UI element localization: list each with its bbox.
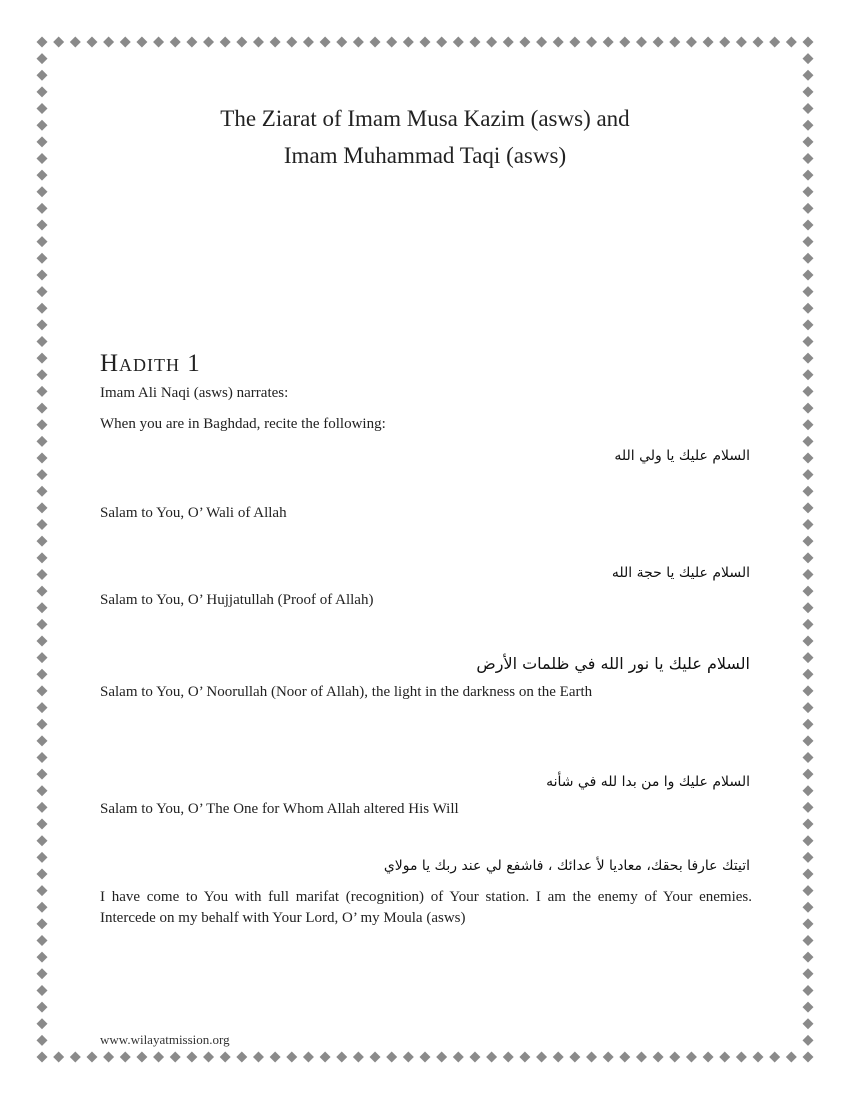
border-diamond: [719, 37, 730, 48]
border-diamond: [286, 37, 297, 48]
border-diamond: [37, 985, 48, 996]
border-diamond: [37, 586, 48, 597]
border-diamond: [803, 868, 814, 879]
border-diamond: [603, 37, 614, 48]
border-diamond: [803, 319, 814, 330]
border-diamond: [37, 1052, 48, 1063]
border-diamond: [153, 37, 164, 48]
border-diamond: [370, 37, 381, 48]
border-diamond: [186, 1052, 197, 1063]
border-diamond: [37, 769, 48, 780]
border-diamond: [353, 1052, 364, 1063]
border-diamond: [503, 37, 514, 48]
border-diamond: [803, 935, 814, 946]
border-diamond: [669, 1052, 680, 1063]
border-diamond: [37, 619, 48, 630]
border-diamond: [769, 1052, 780, 1063]
border-diamond: [536, 37, 547, 48]
border-diamond: [803, 519, 814, 530]
border-diamond: [803, 269, 814, 280]
border-diamond: [803, 569, 814, 580]
border-diamond: [436, 1052, 447, 1063]
verse-arabic: السلام عليك يا ولي الله: [614, 448, 750, 464]
border-diamond: [37, 286, 48, 297]
border-diamond: [220, 37, 231, 48]
border-diamond: [203, 37, 214, 48]
border-diamond: [803, 53, 814, 64]
border-diamond: [803, 918, 814, 929]
border-diamond: [586, 37, 597, 48]
border-diamond: [320, 1052, 331, 1063]
border-diamond: [486, 37, 497, 48]
border-diamond: [37, 952, 48, 963]
border-diamond: [803, 885, 814, 896]
border-diamond: [803, 336, 814, 347]
border-diamond: [469, 37, 480, 48]
border-diamond: [37, 452, 48, 463]
border-diamond: [253, 1052, 264, 1063]
border-diamond: [803, 236, 814, 247]
border-diamond: [619, 37, 630, 48]
border-diamond: [803, 952, 814, 963]
border-diamond: [753, 1052, 764, 1063]
border-diamond: [786, 1052, 797, 1063]
border-diamond: [586, 1052, 597, 1063]
border-diamond: [86, 1052, 97, 1063]
border-diamond: [37, 236, 48, 247]
footer-url: www.wilayatmission.org: [100, 1032, 230, 1047]
verse-arabic: السلام عليك يا حجة الله: [611, 565, 750, 581]
border-diamond: [803, 769, 814, 780]
title-line-2: Imam Muhammad Taqi (asws): [283, 143, 567, 168]
border-diamond: [37, 669, 48, 680]
title-line-1: The Ziarat of Imam Musa Kazim (asws) and: [220, 106, 630, 131]
border-diamond: [569, 1052, 580, 1063]
border-diamond: [37, 1035, 48, 1046]
border-diamond: [803, 735, 814, 746]
border-diamond: [37, 1002, 48, 1013]
border-diamond: [420, 37, 431, 48]
border-diamond: [803, 502, 814, 513]
border-diamond: [37, 552, 48, 563]
border-diamond: [453, 1052, 464, 1063]
border-diamond: [37, 968, 48, 979]
border-diamond: [37, 369, 48, 380]
border-diamond: [803, 1018, 814, 1029]
border-diamond: [803, 1052, 814, 1063]
border-diamond: [803, 353, 814, 364]
border-diamond: [37, 852, 48, 863]
border-diamond: [803, 469, 814, 480]
border-diamond: [37, 419, 48, 430]
border-diamond: [37, 885, 48, 896]
border-diamond: [803, 652, 814, 663]
border-diamond: [503, 1052, 514, 1063]
border-diamond: [37, 536, 48, 547]
document-title: [0, 100, 850, 174]
border-diamond: [703, 37, 714, 48]
border-diamond: [803, 785, 814, 796]
border-diamond: [403, 1052, 414, 1063]
border-diamond: [486, 1052, 497, 1063]
border-diamond: [803, 186, 814, 197]
border-diamond: [803, 70, 814, 81]
border-diamond: [803, 86, 814, 97]
border-diamond: [37, 220, 48, 231]
border-diamond: [37, 403, 48, 414]
border-diamond: [37, 86, 48, 97]
border-diamond: [753, 37, 764, 48]
border-diamond: [803, 486, 814, 497]
border-diamond: [636, 1052, 647, 1063]
border-diamond: [603, 1052, 614, 1063]
border-diamond: [386, 37, 397, 48]
border-diamond: [803, 436, 814, 447]
border-diamond: [803, 819, 814, 830]
border-diamond: [420, 1052, 431, 1063]
border-diamond: [803, 536, 814, 547]
border-diamond: [37, 636, 48, 647]
border-diamond: [519, 1052, 530, 1063]
border-diamond: [803, 369, 814, 380]
border-diamond: [386, 1052, 397, 1063]
border-diamond: [320, 37, 331, 48]
border-diamond: [803, 403, 814, 414]
border-diamond: [37, 868, 48, 879]
border-diamond: [37, 353, 48, 364]
border-diamond: [120, 1052, 131, 1063]
border-diamond: [336, 1052, 347, 1063]
border-diamond: [669, 37, 680, 48]
border-diamond: [803, 902, 814, 913]
border-diamond: [37, 386, 48, 397]
border-diamond: [37, 685, 48, 696]
border-diamond: [37, 719, 48, 730]
border-diamond: [803, 37, 814, 48]
border-diamond: [103, 1052, 114, 1063]
border-diamond: [37, 735, 48, 746]
border-diamond: [37, 70, 48, 81]
border-diamond: [803, 719, 814, 730]
border-diamond: [553, 1052, 564, 1063]
border-diamond: [53, 1052, 64, 1063]
border-diamond: [803, 203, 814, 214]
border-diamond: [37, 436, 48, 447]
border-diamond: [336, 37, 347, 48]
border-diamond: [37, 935, 48, 946]
border-diamond: [153, 1052, 164, 1063]
border-diamond: [37, 469, 48, 480]
border-diamond: [286, 1052, 297, 1063]
border-diamond: [37, 918, 48, 929]
border-diamond: [453, 37, 464, 48]
border-diamond: [803, 303, 814, 314]
border-diamond: [803, 419, 814, 430]
border-diamond: [803, 1002, 814, 1013]
border-diamond: [803, 452, 814, 463]
border-diamond: [370, 1052, 381, 1063]
border-diamond: [803, 968, 814, 979]
border-diamond: [719, 1052, 730, 1063]
border-diamond: [37, 186, 48, 197]
border-diamond: [769, 37, 780, 48]
border-diamond: [803, 752, 814, 763]
border-diamond: [37, 569, 48, 580]
border-diamond: [803, 1035, 814, 1046]
verse-english: Salam to You, O’ Wali of Allah: [100, 505, 287, 521]
border-diamond: [170, 1052, 181, 1063]
border-diamond: [803, 636, 814, 647]
border-diamond: [736, 37, 747, 48]
border-diamond: [686, 1052, 697, 1063]
border-diamond: [703, 1052, 714, 1063]
border-diamond: [53, 37, 64, 48]
border-diamond: [803, 835, 814, 846]
border-diamond: [303, 37, 314, 48]
verse-arabic: اتيتك عارفا بحقك، معاديا لأ عدائك ، فاشفع لي عند ربك يا مولاي: [383, 858, 750, 874]
border-diamond: [653, 37, 664, 48]
border-diamond: [136, 37, 147, 48]
border-diamond: [203, 1052, 214, 1063]
border-diamond: [70, 1052, 81, 1063]
border-diamond: [803, 685, 814, 696]
border-diamond: [37, 269, 48, 280]
border-diamond: [803, 985, 814, 996]
border-diamond: [303, 1052, 314, 1063]
border-diamond: [70, 37, 81, 48]
border-diamond: [37, 253, 48, 264]
border-diamond: [553, 37, 564, 48]
border-diamond: [353, 37, 364, 48]
border-diamond: [37, 1018, 48, 1029]
border-diamond: [803, 386, 814, 397]
border-diamond: [803, 702, 814, 713]
border-diamond: [270, 1052, 281, 1063]
border-diamond: [37, 652, 48, 663]
instruction-line: When you are in Baghdad, recite the following:: [100, 416, 386, 432]
verse-arabic: السلام عليك وا من بدا لله في شأنه: [546, 774, 750, 790]
narrator-line: Imam Ali Naqi (asws) narrates:: [100, 385, 289, 401]
border-diamond: [803, 602, 814, 613]
border-diamond: [37, 702, 48, 713]
border-diamond: [37, 37, 48, 48]
border-diamond: [653, 1052, 664, 1063]
border-diamond: [37, 502, 48, 513]
border-diamond: [619, 1052, 630, 1063]
border-diamond: [803, 586, 814, 597]
border-diamond: [170, 37, 181, 48]
border-diamond: [37, 203, 48, 214]
border-diamond: [37, 802, 48, 813]
border-diamond: [37, 53, 48, 64]
border-diamond: [469, 1052, 480, 1063]
border-diamond: [803, 852, 814, 863]
section-heading: Hadith 1: [100, 350, 201, 377]
border-diamond: [803, 220, 814, 231]
border-diamond: [686, 37, 697, 48]
verse-arabic: السلام عليك يا نور الله في ظلمات الأرض: [476, 654, 750, 673]
border-diamond: [103, 37, 114, 48]
verse-english: Salam to You, O’ Hujjatullah (Proof of Allah): [100, 592, 374, 608]
border-diamond: [220, 1052, 231, 1063]
border-diamond: [253, 37, 264, 48]
verse-english: I have come to You with full marifat (recognition) of Your station. I am the enemy of Your enemies. Intercede on my behalf with Your Lord, O’ my Moula (asws): [100, 889, 752, 926]
border-diamond: [403, 37, 414, 48]
border-diamond: [37, 486, 48, 497]
border-diamond: [37, 785, 48, 796]
border-diamond: [569, 37, 580, 48]
border-diamond: [236, 37, 247, 48]
border-diamond: [436, 37, 447, 48]
border-diamond: [136, 1052, 147, 1063]
border-diamond: [37, 303, 48, 314]
border-diamond: [37, 319, 48, 330]
border-diamond: [37, 336, 48, 347]
border-diamond: [86, 37, 97, 48]
border-diamond: [519, 37, 530, 48]
border-diamond: [636, 37, 647, 48]
border-diamond: [803, 552, 814, 563]
verse-english: Salam to You, O’ Noorullah (Noor of Allah), the light in the darkness on the Earth: [100, 684, 593, 700]
border-diamond: [37, 752, 48, 763]
border-diamond: [37, 602, 48, 613]
border-diamond: [37, 819, 48, 830]
border-diamond: [37, 835, 48, 846]
border-diamond: [37, 519, 48, 530]
border-diamond: [803, 802, 814, 813]
border-diamond: [803, 619, 814, 630]
border-diamond: [803, 669, 814, 680]
border-diamond: [536, 1052, 547, 1063]
border-diamond: [236, 1052, 247, 1063]
verse-english: Salam to You, O’ The One for Whom Allah altered His Will: [100, 801, 459, 817]
border-diamond: [120, 37, 131, 48]
border-diamond: [270, 37, 281, 48]
border-diamond: [736, 1052, 747, 1063]
border-diamond: [186, 37, 197, 48]
border-diamond: [803, 253, 814, 264]
border-diamond: [37, 902, 48, 913]
border-diamond: [786, 37, 797, 48]
border-diamond: [803, 286, 814, 297]
